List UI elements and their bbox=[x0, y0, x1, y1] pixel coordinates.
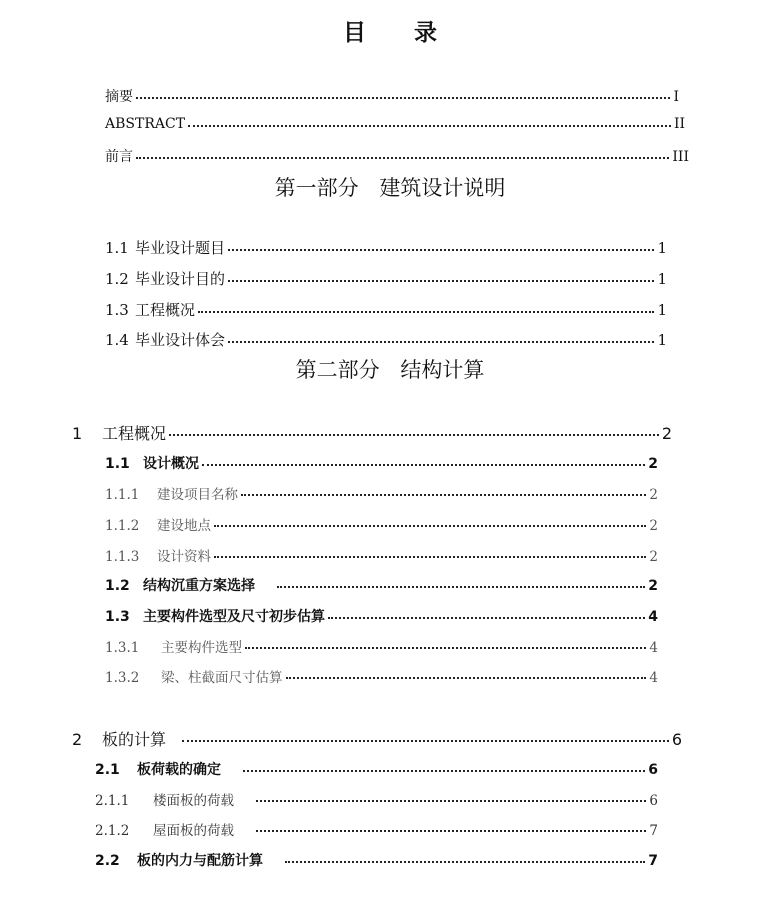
toc-entry-2-1-1-2[interactable] bbox=[105, 514, 658, 534]
toc-entry-abstract-cn[interactable] bbox=[105, 86, 679, 106]
dot-leader bbox=[136, 97, 670, 99]
toc-entry-label: 结构沉重方案选择 bbox=[143, 578, 255, 594]
toc-entry-label: 毕业设计目的 bbox=[135, 270, 226, 288]
dot-leader bbox=[136, 157, 669, 159]
toc-entry-2-2-2[interactable] bbox=[95, 850, 658, 870]
toc-entry-page: 1 bbox=[657, 331, 667, 349]
dot-leader bbox=[285, 861, 645, 863]
toc-entry-preface[interactable] bbox=[105, 146, 689, 166]
toc-entry-2-1-1-1[interactable] bbox=[105, 483, 658, 503]
toc-entry-number: 1.3.1 bbox=[105, 640, 140, 656]
toc-entry-page: 6 bbox=[648, 762, 658, 778]
toc-chapter-1[interactable] bbox=[72, 421, 672, 444]
toc-entry-page: 1 bbox=[657, 270, 667, 288]
toc-entry-label: 楼面板的荷载 bbox=[153, 793, 234, 809]
toc-entry-page: 2 bbox=[649, 549, 658, 565]
dot-leader bbox=[256, 830, 646, 832]
toc-entry-number: 2.1.2 bbox=[95, 823, 130, 839]
dot-leader bbox=[214, 525, 646, 527]
toc-entry-number: 2.1 bbox=[95, 762, 120, 778]
toc-title-char-1: 目 bbox=[342, 20, 366, 46]
toc-entry-page: 1 bbox=[657, 301, 667, 319]
toc-entry-page: 4 bbox=[649, 640, 658, 656]
dot-leader bbox=[228, 280, 654, 282]
toc-entry-2-1-3-2[interactable] bbox=[105, 666, 658, 686]
toc-chapter-label: 板的计算 bbox=[102, 730, 167, 749]
toc-entry-2-1-1[interactable] bbox=[105, 453, 658, 473]
part2-heading: 第二部分 结构计算 bbox=[295, 358, 485, 382]
dot-leader bbox=[198, 311, 654, 313]
toc-entry-number: 1.3 bbox=[105, 301, 129, 319]
toc-entry-page: 2 bbox=[648, 456, 658, 472]
toc-chapter-label: 工程概况 bbox=[102, 424, 167, 443]
toc-entry-page: 6 bbox=[649, 793, 658, 809]
toc-entry-label: 主要构件选型 bbox=[161, 640, 242, 656]
toc-entry-page: 1 bbox=[657, 239, 667, 257]
toc-entry-label: 梁、柱截面尺寸估算 bbox=[161, 670, 283, 686]
toc-entry-2-1-3[interactable] bbox=[105, 606, 658, 626]
dot-leader bbox=[328, 617, 645, 619]
toc-chapter-2[interactable] bbox=[72, 727, 682, 750]
toc-entry-page: III bbox=[672, 149, 689, 165]
toc-entry-2-2-1-2[interactable] bbox=[95, 819, 658, 839]
dot-leader bbox=[202, 464, 645, 466]
toc-entry-2-1-3-1[interactable] bbox=[105, 636, 658, 656]
toc-entry-label: 建设地点 bbox=[157, 518, 211, 534]
toc-entry-number: 1.1.1 bbox=[105, 487, 140, 503]
toc-entry-number: 1.3.2 bbox=[105, 670, 140, 686]
toc-entry-1-4[interactable] bbox=[105, 329, 667, 350]
toc-entry-label: 设计概况 bbox=[143, 456, 199, 472]
toc-entry-label: 毕业设计体会 bbox=[135, 331, 226, 349]
toc-entry-label: 工程概况 bbox=[135, 301, 196, 319]
dot-leader bbox=[214, 556, 646, 558]
toc-entry-abstract-en[interactable] bbox=[105, 116, 685, 132]
dot-leader bbox=[188, 125, 671, 127]
toc-entry-1-1[interactable] bbox=[105, 237, 667, 258]
toc-entry-label: 主要构件选型及尺寸初步估算 bbox=[143, 609, 325, 625]
dot-leader bbox=[286, 677, 647, 679]
toc-entry-label: 前言 bbox=[105, 149, 133, 165]
toc-chapter-number: 1 bbox=[72, 424, 83, 443]
dot-leader bbox=[277, 586, 645, 588]
toc-entry-number: 1.2 bbox=[105, 270, 129, 288]
toc-chapter-page: 2 bbox=[661, 424, 672, 443]
toc-entry-number: 1.4 bbox=[105, 331, 129, 349]
toc-entry-page: 4 bbox=[648, 609, 658, 625]
toc-entry-page: 7 bbox=[648, 853, 658, 869]
dot-leader bbox=[228, 249, 654, 251]
toc-entry-number: 1.1.2 bbox=[105, 518, 140, 534]
toc-entry-number: 1.1 bbox=[105, 456, 130, 472]
toc-title-char-2: 录 bbox=[414, 20, 437, 46]
dot-leader bbox=[182, 740, 669, 742]
toc-entry-label: 毕业设计题目 bbox=[135, 239, 226, 257]
toc-entry-page: I bbox=[673, 89, 679, 105]
toc-entry-label: 屋面板的荷载 bbox=[153, 823, 234, 839]
toc-chapter-number: 2 bbox=[72, 730, 83, 749]
toc-entry-page: II bbox=[673, 116, 685, 132]
toc-entry-2-2-1-1[interactable] bbox=[95, 789, 658, 809]
toc-entry-page: 2 bbox=[649, 518, 658, 534]
toc-entry-number: 1.1 bbox=[105, 239, 129, 257]
toc-entry-page: 2 bbox=[648, 578, 658, 594]
toc-entry-2-1-2[interactable] bbox=[105, 575, 658, 595]
toc-entry-label: 板的内力与配筋计算 bbox=[137, 853, 263, 869]
toc-entry-number: 2.2 bbox=[95, 853, 120, 869]
toc-entry-label: 设计资料 bbox=[157, 549, 211, 565]
dot-leader bbox=[243, 770, 645, 772]
part1-heading: 第一部分 建筑设计说明 bbox=[274, 176, 506, 200]
toc-entry-page: 4 bbox=[649, 670, 658, 686]
toc-entry-1-3[interactable] bbox=[105, 299, 667, 320]
dot-leader bbox=[169, 434, 659, 436]
toc-entry-label: 板荷载的确定 bbox=[137, 762, 221, 778]
toc-entry-page: 7 bbox=[649, 823, 658, 839]
toc-entry-number: 1.1.3 bbox=[105, 549, 140, 565]
toc-chapter-page: 6 bbox=[671, 730, 682, 749]
toc-entry-1-2[interactable] bbox=[105, 268, 667, 289]
toc-title bbox=[0, 14, 780, 47]
toc-entry-number: 1.3 bbox=[105, 609, 130, 625]
toc-entry-label: 摘要 bbox=[105, 89, 133, 105]
toc-entry-page: 2 bbox=[649, 487, 658, 503]
toc-entry-label: ABSTRACT bbox=[105, 116, 186, 132]
toc-entry-label: 建设项目名称 bbox=[157, 487, 238, 503]
dot-leader bbox=[256, 800, 646, 802]
toc-entry-2-2-1[interactable] bbox=[95, 759, 658, 779]
dot-leader bbox=[241, 494, 646, 496]
toc-entry-number: 2.1.1 bbox=[95, 793, 130, 809]
toc-entry-number: 1.2 bbox=[105, 578, 130, 594]
dot-leader bbox=[245, 647, 646, 649]
dot-leader bbox=[228, 341, 654, 343]
toc-entry-2-1-1-3[interactable] bbox=[105, 545, 658, 565]
